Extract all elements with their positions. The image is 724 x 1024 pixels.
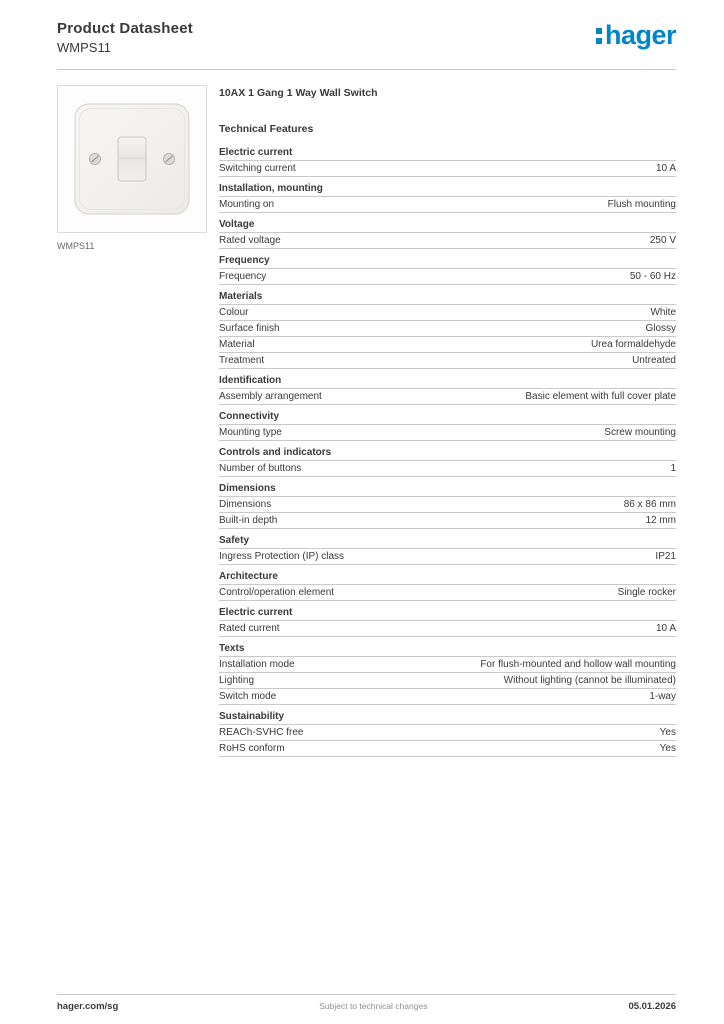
section-heading: Dimensions [219, 477, 676, 497]
spec-section [219, 637, 676, 705]
spec-value: Glossy [645, 323, 676, 334]
spec-row [219, 321, 676, 337]
spec-section [219, 441, 676, 477]
spec-row [219, 353, 676, 369]
spec-label: Frequency [219, 271, 267, 282]
footer-date: 05.01.2026 [628, 1001, 676, 1012]
spec-value: 10 A [655, 163, 676, 174]
section-heading: Identification [219, 369, 676, 389]
spec-value: 1-way [649, 691, 676, 702]
spec-row [219, 389, 676, 405]
spec-label: Ingress Protection (IP) class [219, 551, 345, 562]
section-heading: Architecture [219, 565, 676, 585]
spec-row [219, 305, 676, 321]
footer-website: hager.com/sg [57, 1001, 119, 1012]
spec-label: Rated voltage [219, 235, 281, 246]
spec-section [219, 405, 676, 441]
spec-section [219, 177, 676, 213]
product-image-column [57, 85, 207, 757]
spec-label: Colour [219, 307, 249, 318]
spec-value: Untreated [632, 355, 676, 366]
spec-section [219, 249, 676, 285]
spec-label: Installation mode [219, 659, 295, 670]
spec-row [219, 673, 676, 689]
hager-logo [596, 22, 676, 49]
spec-section [219, 529, 676, 565]
spec-value: Flush mounting [607, 199, 676, 210]
spec-section [219, 705, 676, 757]
spec-label: Treatment [219, 355, 265, 366]
spec-section [219, 213, 676, 249]
technical-data-column [219, 85, 676, 757]
page-header [57, 20, 676, 70]
spec-label: Control/operation element [219, 587, 335, 598]
spec-row [219, 269, 676, 285]
spec-row [219, 197, 676, 213]
section-heading: Texts [219, 637, 676, 657]
spec-value: 250 V [649, 235, 676, 246]
spec-row [219, 337, 676, 353]
spec-row [219, 425, 676, 441]
spec-label: Built-in depth [219, 515, 278, 526]
spec-value: IP21 [655, 551, 676, 562]
spec-label: RoHS conform [219, 743, 285, 754]
spec-label: Switch mode [219, 691, 277, 702]
spec-label: Mounting on [219, 199, 275, 210]
spec-value: Basic element with full cover plate [525, 391, 676, 402]
spec-value: Single rocker [617, 587, 676, 598]
product-image [57, 85, 207, 233]
wall-switch-illustration [58, 86, 206, 232]
spec-value: Without lighting (cannot be illuminated) [503, 675, 676, 686]
page-footer [57, 994, 676, 1012]
spec-row [219, 585, 676, 601]
section-heading: Safety [219, 529, 676, 549]
section-heading: Sustainability [219, 705, 676, 725]
footer-disclaimer: Subject to technical changes [319, 1001, 428, 1011]
spec-label: Rated current [219, 623, 280, 634]
spec-value: 1 [670, 463, 676, 474]
spec-row [219, 233, 676, 249]
section-heading: Voltage [219, 213, 676, 233]
spec-value: Yes [659, 727, 676, 738]
spec-value: 86 x 86 mm [623, 499, 676, 510]
spec-row [219, 497, 676, 513]
spec-label: Switching current [219, 163, 296, 174]
main-content [57, 85, 676, 757]
spec-section [219, 601, 676, 637]
spec-row [219, 461, 676, 477]
spec-row [219, 549, 676, 565]
spec-label: Dimensions [219, 499, 272, 510]
spec-row [219, 725, 676, 741]
spec-value: Screw mounting [604, 427, 676, 438]
product-description-title: 10AX 1 Gang 1 Way Wall Switch [219, 87, 378, 99]
spec-section [219, 369, 676, 405]
spec-value: 50 - 60 Hz [629, 271, 676, 282]
spec-value: Urea formaldehyde [590, 339, 676, 350]
spec-value: 10 A [655, 623, 676, 634]
hager-logo-text: hager [604, 20, 676, 50]
sections [219, 141, 676, 757]
section-heading: Connectivity [219, 405, 676, 425]
spec-row [219, 161, 676, 177]
section-heading: Frequency [219, 249, 676, 269]
spec-value: For flush-mounted and hollow wall mounting [480, 659, 676, 670]
spec-label: Surface finish [219, 323, 280, 334]
spec-row [219, 621, 676, 637]
spec-row [219, 657, 676, 673]
spec-section [219, 141, 676, 177]
page-title: Product Datasheet [57, 20, 193, 37]
spec-value: White [650, 307, 676, 318]
spec-label: Assembly arrangement [219, 391, 322, 402]
spec-row [219, 513, 676, 529]
hager-colon-icon [596, 28, 602, 44]
spec-label: Mounting type [219, 427, 282, 438]
section-heading: Electric current [219, 141, 676, 161]
spec-section [219, 477, 676, 529]
spec-value: 12 mm [645, 515, 676, 526]
section-heading: Installation, mounting [219, 177, 676, 197]
spec-section [219, 285, 676, 369]
spec-label: Number of buttons [219, 463, 302, 474]
product-image-caption: WMPS11 [57, 241, 95, 251]
spec-label: Material [219, 339, 255, 350]
spec-value: Yes [659, 743, 676, 754]
product-reference: WMPS11 [57, 40, 111, 55]
header-titles [57, 20, 193, 55]
spec-label: REACh-SVHC free [219, 727, 304, 738]
spec-row [219, 689, 676, 705]
spec-label: Lighting [219, 675, 255, 686]
section-heading: Materials [219, 285, 676, 305]
section-heading: Electric current [219, 601, 676, 621]
section-heading: Controls and indicators [219, 441, 676, 461]
technical-features-heading: Technical Features [219, 123, 314, 135]
spec-section [219, 565, 676, 601]
spec-row [219, 741, 676, 757]
